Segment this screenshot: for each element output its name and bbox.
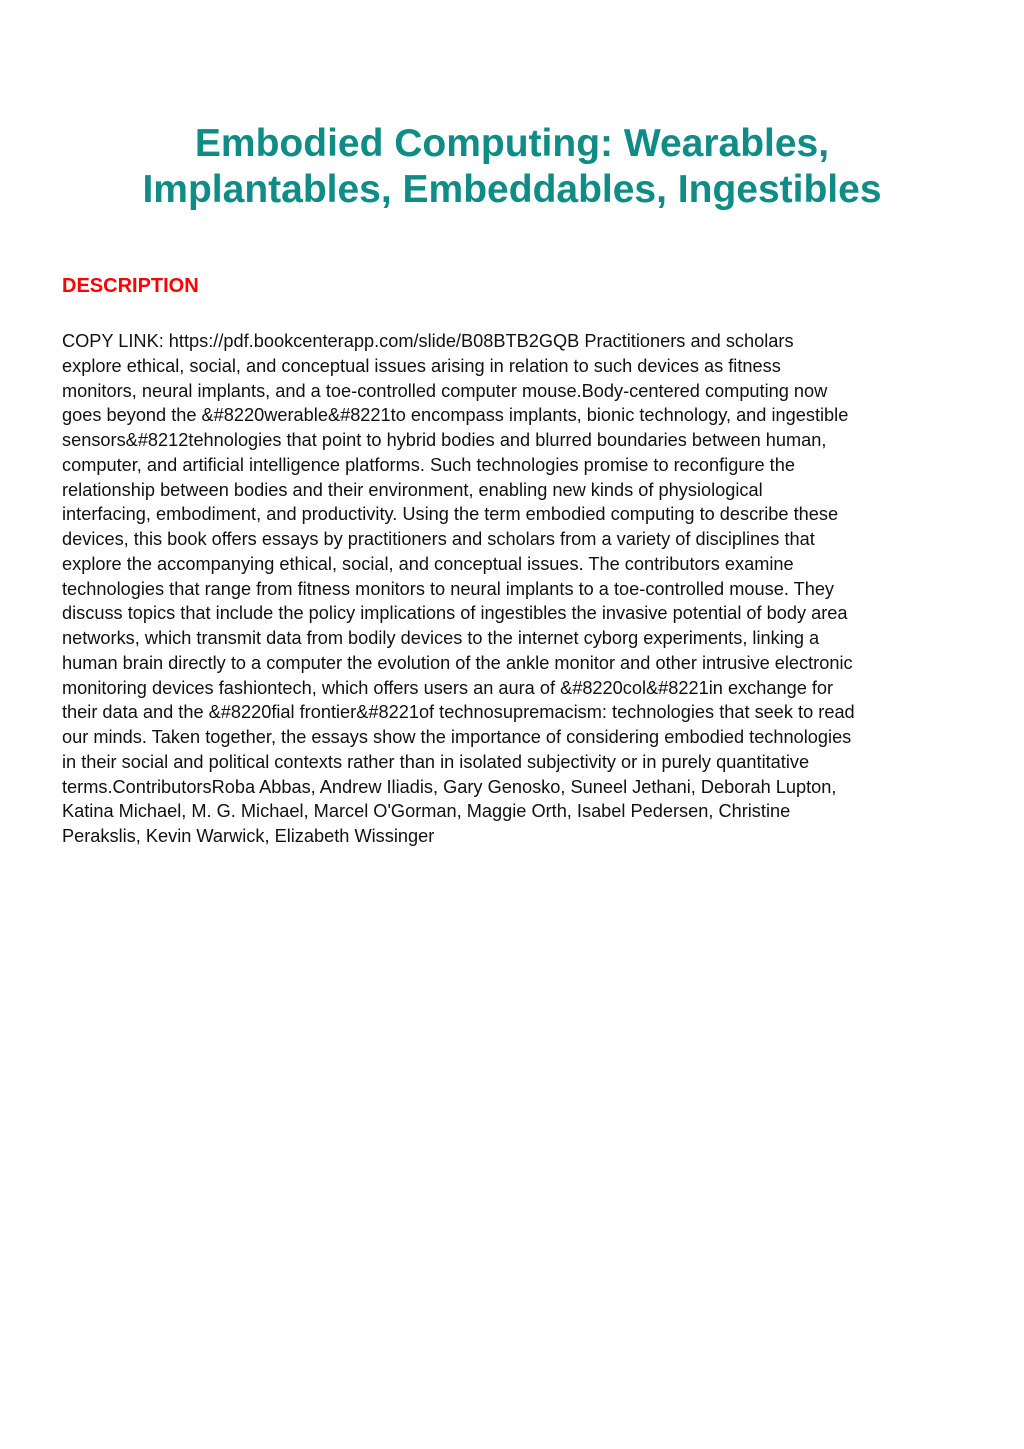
description-body	[62, 329, 974, 849]
description-line: Perakslis, Kevin Warwick, Elizabeth Wissinger	[62, 826, 435, 846]
description-line: monitors, neural implants, and a toe-controlled computer mouse.Body-centered computing now	[62, 380, 828, 401]
description-line: our minds. Taken together, the essays show the importance of considering embodied technologies	[62, 727, 852, 747]
description-heading: DESCRIPTION	[62, 275, 199, 297]
description-line: interfacing, embodiment, and productivity. Using the term embodied computing to describe these	[62, 504, 839, 525]
book-title-line-2: Implantables, Embeddables, Ingestibles	[142, 168, 882, 211]
book-title	[0, 121, 1024, 213]
description-line: human brain directly to a computer the evolution of the ankle monitor and other intrusive electronic	[62, 652, 853, 673]
description-line: their data and the &#8220fial frontier&#8221of technosupremacism: technologies that seek to read	[62, 702, 855, 723]
description-line: discuss topics that include the policy implications of ingestibles the invasive potential of body area	[62, 603, 848, 624]
description-line: Katina Michael, M. G. Michael, Marcel O'Gorman, Maggie Orth, Isabel Pedersen, Christine	[62, 801, 791, 822]
book-title-line-1: Embodied Computing: Wearables,	[194, 122, 830, 165]
description-line: explore the accompanying ethical, social, and conceptual issues. The contributors examine	[62, 553, 794, 574]
description-line: relationship between bodies and their environment, enabling new kinds of physiological	[62, 479, 763, 500]
description-line: computer, and artificial intelligence platforms. Such technologies promise to reconfigure the	[62, 454, 795, 475]
description-line: goes beyond the &#8220werable&#8221to encompass implants, bionic technology, and ingestible	[62, 405, 849, 426]
description-line: sensors&#8212tehnologies that point to hybrid bodies and blurred boundaries between human,	[62, 430, 827, 450]
description-line: networks, which transmit data from bodily devices to the internet cyborg experiments, linking a	[62, 628, 820, 648]
description-line: in their social and political contexts rather than in isolated subjectivity or in purely quantitative	[62, 751, 810, 772]
description-line: COPY LINK: https://pdf.bookcenterapp.com/slide/B08BTB2GQB Practitioners and scholars	[62, 331, 794, 351]
description-line: explore ethical, social, and conceptual issues arising in relation to such devices as fitness	[62, 355, 781, 376]
description-line: monitoring devices fashiontech, which offers users an aura of &#8220col&#8221in exchange for	[62, 677, 834, 698]
description-line: technologies that range from fitness monitors to neural implants to a toe-controlled mouse. They	[62, 578, 835, 599]
description-line: terms.ContributorsRoba Abbas, Andrew Iliadis, Gary Genosko, Suneel Jethani, Deborah Lupton,	[62, 776, 837, 797]
description-line: devices, this book offers essays by practitioners and scholars from a variety of disciplines that	[62, 529, 815, 549]
